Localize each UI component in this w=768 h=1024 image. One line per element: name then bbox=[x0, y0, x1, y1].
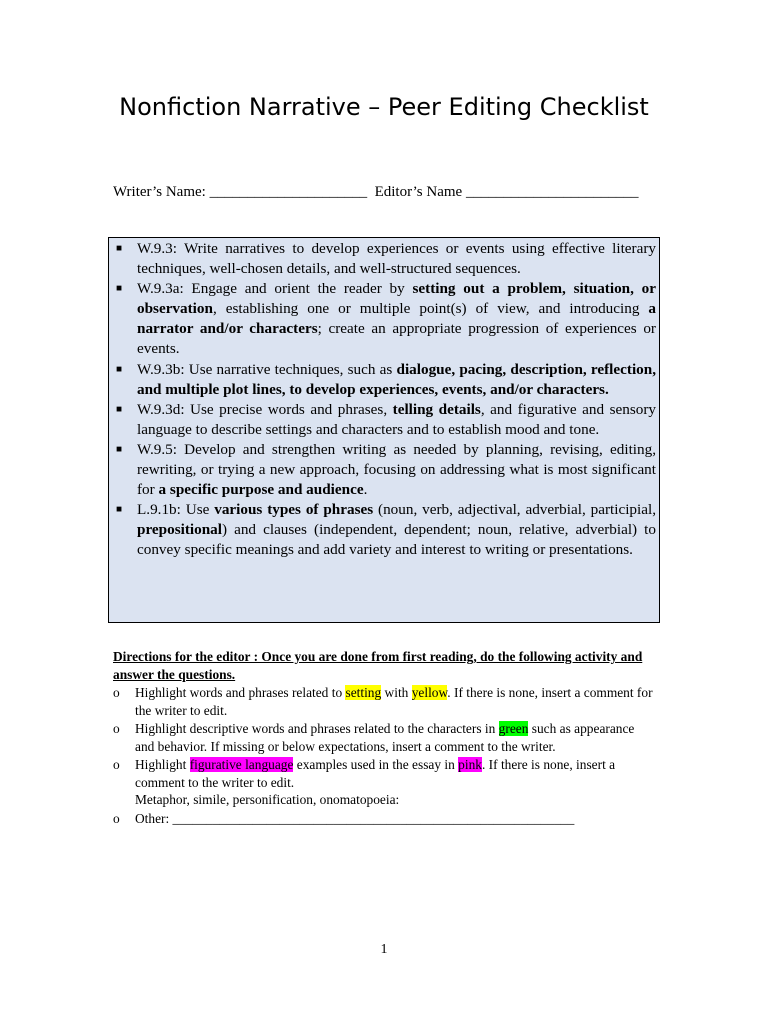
standard-item bbox=[116, 360, 656, 400]
direction-item: o Highlight words and phrases related to setting with yellow. If there is none, insert a comment for the writer to edit. bbox=[113, 685, 653, 718]
square-bullet-icon: ■ bbox=[116, 243, 123, 254]
standards-list bbox=[116, 239, 656, 561]
circle-bullet-icon: o bbox=[113, 721, 120, 736]
names-line: Writer’s Name: _____________________ Editor’s Name _______________________ bbox=[113, 184, 639, 200]
square-bullet-icon: ■ bbox=[116, 443, 123, 455]
directions-section bbox=[113, 648, 653, 828]
directions-heading: Directions for the editor : Once you are done from first reading, do the following activity and answer the questions. bbox=[113, 649, 643, 682]
standard-item bbox=[116, 400, 656, 440]
standard-text: W.9.3: Write narratives to develop experiences or events using effective literary techniques, well-chosen details, and well-structured sequences. bbox=[137, 240, 656, 278]
standard-text: W.9.5: Develop and strengthen writing as needed by planning, revising, editing, rewriting, or trying a new approach, focusing on addressing what is most significant for a specific purpose and audience. bbox=[137, 440, 656, 499]
standard-text: W.9.3d: Use precise words and phrases, telling details, and figurative and sensory language to describe settings and characters and to establish mood and tone. bbox=[137, 400, 656, 438]
highlight-yellow: setting bbox=[345, 685, 382, 700]
square-bullet-icon: ■ bbox=[116, 283, 123, 295]
direction-item: o Highlight figurative language examples used in the essay in pink. If there is none, insert a comment to the writer to edit. Metaphor, simile, personification, onomatopoeia: bbox=[113, 757, 616, 807]
document-title: Nonfiction Narrative – Peer Editing Checklist bbox=[119, 93, 649, 121]
standards-box bbox=[108, 237, 660, 623]
directions-list bbox=[113, 684, 653, 827]
highlight-green: green bbox=[498, 721, 529, 736]
highlight-yellow: yellow bbox=[411, 685, 448, 700]
highlight-pink: figurative language bbox=[189, 757, 294, 772]
circle-bullet-icon: o bbox=[113, 810, 120, 826]
circle-bullet-icon: o bbox=[113, 685, 120, 700]
direction-item bbox=[113, 810, 653, 828]
standard-item bbox=[116, 440, 656, 500]
standard-item bbox=[116, 500, 656, 560]
standard-text: W.9.3b: Use narrative techniques, such as dialogue, pacing, description, reflection, and multiple plot lines, to develop experiences, events, and/or characters. bbox=[137, 360, 656, 398]
page-number: 1 bbox=[380, 942, 388, 957]
standard-item bbox=[116, 239, 656, 279]
direction-item: o Highlight descriptive words and phrases related to the characters in green such as appearance and behavior. If missing or below expectations, insert a comment to the writer. bbox=[113, 721, 635, 754]
standard-text: W.9.3a: Engage and orient the reader by setting out a problem, situation, or observation, establishing one or multiple point(s) of view, and introducing a narrator and/or characters; create an appropriate progression of experiences or events. bbox=[137, 280, 657, 358]
figurative-examples: Metaphor, simile, personification, onomatopoeia: bbox=[135, 792, 400, 807]
square-bullet-icon: ■ bbox=[116, 363, 123, 375]
square-bullet-icon: ■ bbox=[116, 504, 123, 516]
standard-text: L.9.1b: Use various types of phrases (noun, verb, adjectival, adverbial, participial, prepositional) and clauses (independent, dependent; noun, relative, adverbial) to convey specific meanings and add variety and interest to writing or presentations. bbox=[137, 501, 656, 559]
standard-item bbox=[116, 279, 656, 359]
highlight-pink: pink bbox=[458, 757, 482, 772]
circle-bullet-icon: o bbox=[113, 757, 120, 772]
other-field: Other: ____________________________________________________________ bbox=[135, 810, 575, 826]
square-bullet-icon: ■ bbox=[116, 403, 123, 415]
